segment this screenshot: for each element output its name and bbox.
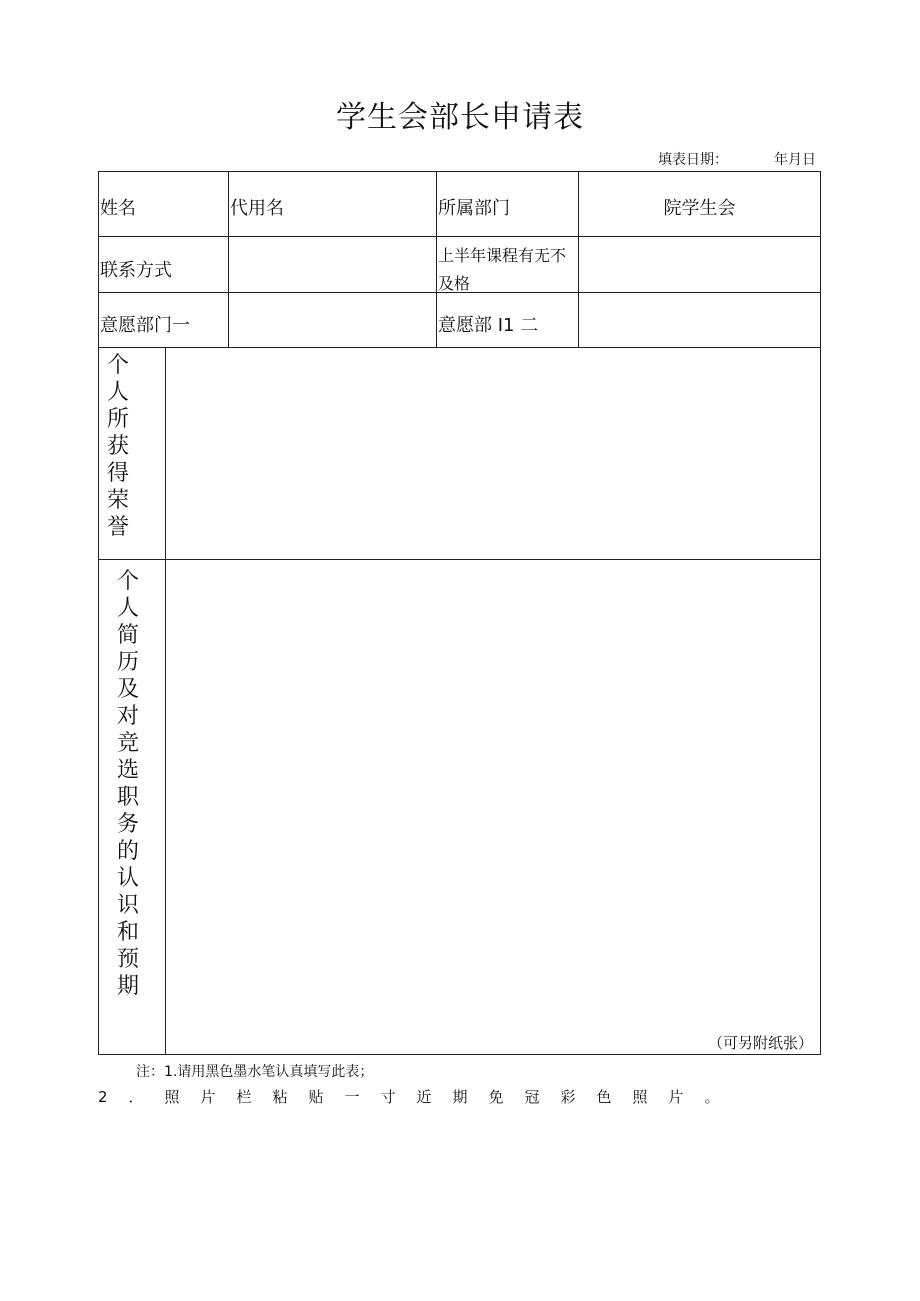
failed-course-field[interactable]: [579, 237, 820, 292]
fill-date-value: 年月日: [774, 152, 816, 168]
table-border-right: [820, 171, 821, 1055]
wish-dept2-field[interactable]: [579, 293, 820, 347]
fill-date-label: 填表日期：: [658, 152, 728, 168]
page-title: 学生会部长申请表: [336, 100, 584, 135]
attach-note: （可另附纸张）: [708, 1034, 814, 1052]
department-value: 院学生会: [663, 198, 736, 219]
table-border-left: [98, 171, 99, 1055]
note-2: 2．照片栏粘贴一寸近期免冠彩色照片。: [98, 1088, 741, 1106]
department-label: 所属部门: [438, 198, 510, 219]
contact-field[interactable]: [229, 237, 436, 292]
name-label: 姓名: [100, 198, 136, 219]
table-border-top: [98, 171, 821, 172]
failed-course-label-line1: 上半年课程有无不: [438, 246, 567, 265]
note-1: 注：1.请用黑色墨水笔认真填写此表；: [136, 1064, 374, 1080]
wish-dept1-field[interactable]: [229, 293, 436, 347]
col-divider: [436, 171, 437, 347]
resume-label: 个人简历及对竞选职务的认识和预期: [116, 569, 139, 999]
honors-field[interactable]: [166, 348, 820, 559]
resume-field[interactable]: [166, 560, 820, 1054]
failed-course-label-line2: 及格: [438, 274, 471, 293]
wish-dept1-label: 意愿部门一: [100, 315, 190, 336]
alias-label: 代用名: [230, 198, 284, 219]
wish-dept2-label: 意愿部 I1 二: [438, 315, 539, 336]
honors-label: 个人所获得荣誉: [106, 353, 129, 540]
table-border-bottom: [98, 1054, 821, 1055]
contact-label: 联系方式: [100, 260, 172, 281]
